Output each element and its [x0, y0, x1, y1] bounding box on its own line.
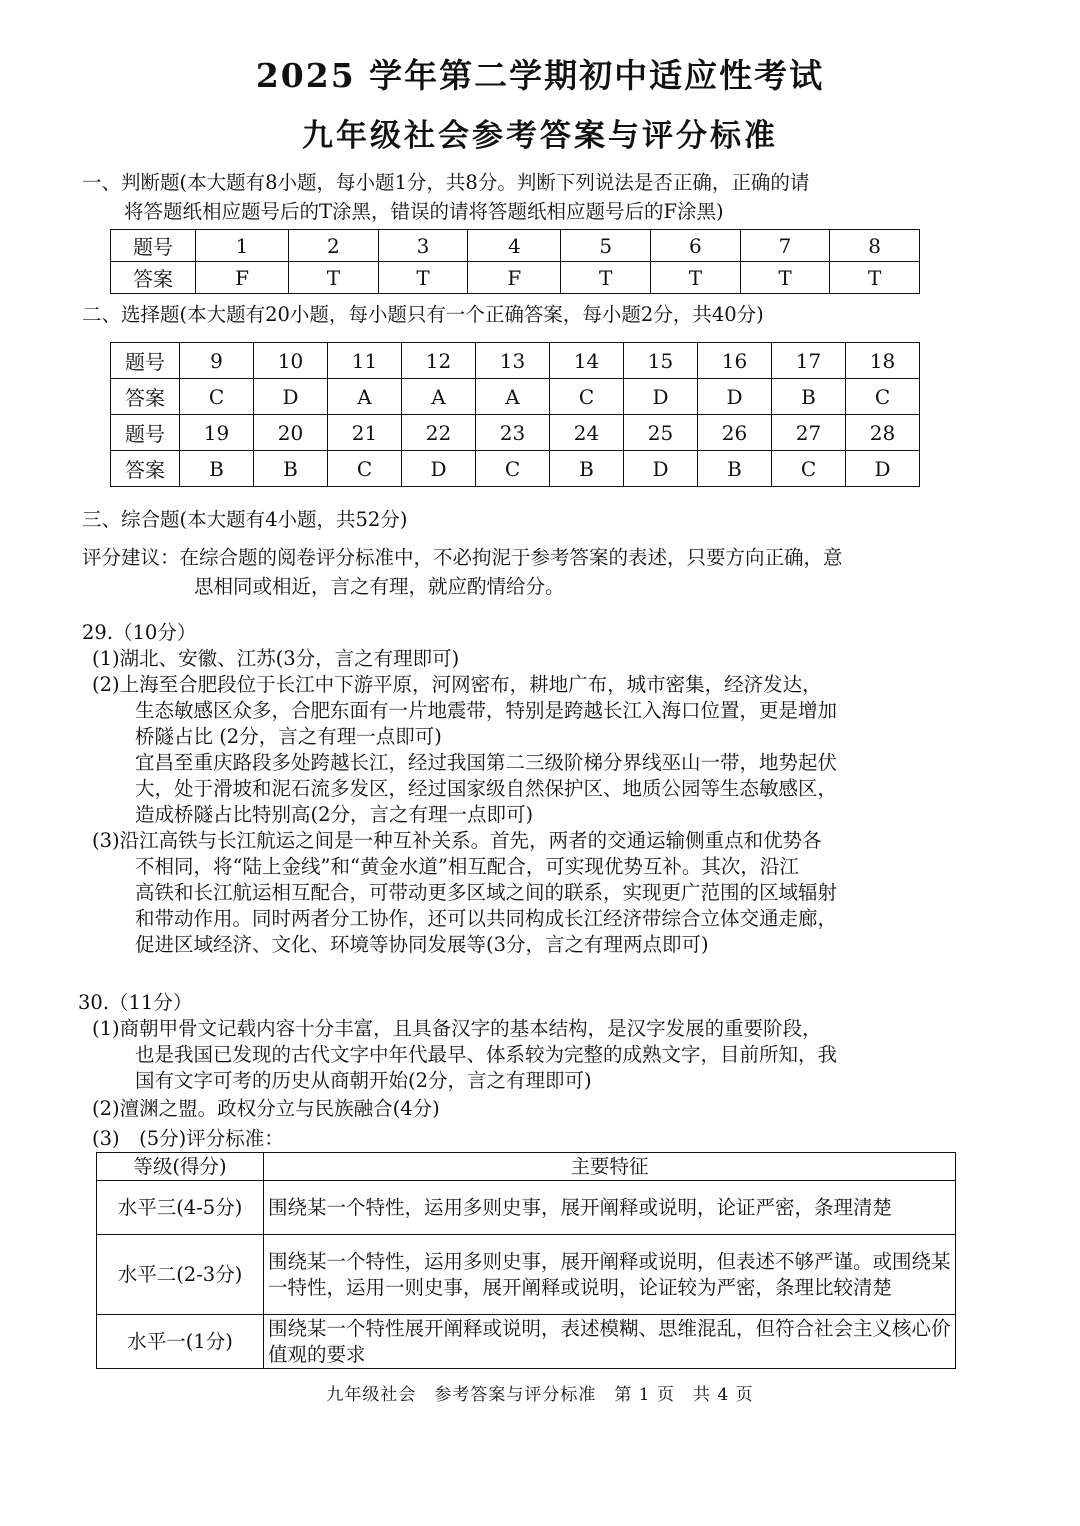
answer-cell: A: [328, 379, 402, 415]
table-row: [111, 451, 920, 487]
section1-heading-cont: 将答题纸相应题号后的T涂黑，错误的请将答题纸相应题号后的F涂黑): [124, 200, 724, 223]
answer-cell: A: [476, 379, 550, 415]
section3-heading: 三、综合题(本大题有4小题，共52分): [82, 508, 408, 531]
question-number: 14: [550, 343, 624, 379]
table-row: [97, 1181, 956, 1235]
q29-heading: 29.（10分）: [82, 621, 197, 644]
question-number: 13: [476, 343, 550, 379]
table-row: [97, 1153, 956, 1181]
q29-line: 大，处于滑坡和泥石流多发区，经过国家级自然保护区、地质公园等生态敏感区，: [135, 777, 838, 800]
question-number: 20: [254, 415, 328, 451]
rubric-level: 水平三(4-5分): [97, 1181, 264, 1235]
answer-cell: C: [476, 451, 550, 487]
answer-cell: C: [180, 379, 254, 415]
scoring-advice: 评分建议：在综合题的阅卷评分标准中，不必拘泥于参考答案的表述，只要方向正确，意: [82, 546, 843, 569]
answer-cell: T: [378, 262, 468, 294]
rubric-header-level: 等级(得分): [97, 1153, 264, 1181]
q29-line: 和带动作用。同时两者分工协作，还可以共同构成长江经济带综合立体交通走廊，: [135, 907, 838, 930]
question-number: 15: [624, 343, 698, 379]
answer-cell: B: [772, 379, 846, 415]
answer-cell: T: [651, 262, 741, 294]
question-number: 21: [328, 415, 402, 451]
question-number: 24: [550, 415, 624, 451]
answer-cell: B: [550, 451, 624, 487]
row-label: 答案: [111, 379, 180, 415]
question-number: 6: [651, 230, 741, 262]
table-row: [97, 1315, 956, 1369]
question-number: 28: [846, 415, 920, 451]
question-number: 7: [740, 230, 830, 262]
answer-cell: D: [624, 379, 698, 415]
q29-line: 促进区域经济、文化、环境等协同发展等(3分，言之有理两点即可): [135, 933, 709, 956]
answer-cell: T: [830, 262, 920, 294]
answer-cell: A: [402, 379, 476, 415]
rubric-description: 围绕某一个特性，运用多则史事，展开阐释或说明，但表述不够严谨。或围绕某一特性，运用一则史事，展开阐释或说明，论证较为严密，条理比较清楚: [264, 1235, 956, 1315]
q30-line: 国有文字可考的历史从商朝开始(2分，言之有理即可): [135, 1069, 592, 1092]
section2-heading: 二、选择题(本大题有20小题，每小题只有一个正确答案，每小题2分，共40分): [82, 303, 764, 326]
table-row: [97, 1235, 956, 1315]
q29-line: 高铁和长江航运相互配合，可带动更多区域之间的联系，实现更广范围的区域辐射: [135, 881, 838, 904]
rubric-description: 围绕某一个特性，运用多则史事，展开阐释或说明，论证严密，条理清楚: [264, 1181, 956, 1235]
page-title: 2025 学年第二学期初中适应性考试: [255, 56, 825, 95]
question-number: 26: [698, 415, 772, 451]
question-number: 4: [468, 230, 561, 262]
question-number: 27: [772, 415, 846, 451]
question-number: 17: [772, 343, 846, 379]
row-label: 答案: [111, 262, 196, 294]
q29-line: 不相同，将“陆上金线”和“黄金水道”相互配合，可实现优势互补。其次，沿江: [135, 855, 799, 878]
rubric-table: [96, 1152, 956, 1369]
table-row: [111, 262, 920, 294]
rubric-header-feature: 主要特征: [264, 1153, 956, 1181]
question-number: 9: [180, 343, 254, 379]
question-number: 22: [402, 415, 476, 451]
row-label: 题号: [111, 230, 196, 262]
answer-cell: T: [289, 262, 379, 294]
rubric-level: 水平一(1分): [97, 1315, 264, 1369]
question-number: 3: [378, 230, 468, 262]
rubric-level: 水平二(2-3分): [97, 1235, 264, 1315]
question-number: 8: [830, 230, 920, 262]
q30-line: (3) (5分)评分标准：: [92, 1127, 284, 1150]
question-number: 10: [254, 343, 328, 379]
question-number: 16: [698, 343, 772, 379]
answer-cell: F: [468, 262, 561, 294]
rubric-description: 围绕某一个特性展开阐释或说明，表述模糊、思维混乱，但符合社会主义核心价值观的要求: [264, 1315, 956, 1369]
page-subtitle: 九年级社会参考答案与评分标准: [302, 118, 778, 154]
q30-heading: 30.（11分）: [78, 991, 193, 1014]
scoring-advice-cont: 思相同或相近，言之有理，就应酌情给分。: [194, 575, 565, 598]
answer-cell: C: [846, 379, 920, 415]
answer-cell: C: [772, 451, 846, 487]
question-number: 18: [846, 343, 920, 379]
answer-cell: D: [698, 379, 772, 415]
section1-table: [110, 229, 920, 294]
question-number: 1: [196, 230, 289, 262]
answer-cell: B: [180, 451, 254, 487]
question-number: 2: [289, 230, 379, 262]
answer-cell: D: [402, 451, 476, 487]
q30-line: (2)澶渊之盟。政权分立与民族融合(4分): [92, 1097, 440, 1120]
row-label: 题号: [111, 415, 180, 451]
question-number: 19: [180, 415, 254, 451]
answer-cell: B: [698, 451, 772, 487]
question-number: 5: [561, 230, 651, 262]
question-number: 11: [328, 343, 402, 379]
table-row: [111, 343, 920, 379]
answer-cell: D: [624, 451, 698, 487]
answer-cell: F: [196, 262, 289, 294]
q29-line: (2)上海至合肥段位于长江中下游平原，河网密布，耕地广布，城市密集，经济发达，: [92, 673, 822, 696]
q30-line: 也是我国已发现的古代文字中年代最早、体系较为完整的成熟文字，目前所知，我: [135, 1043, 838, 1066]
table-row: [111, 230, 920, 262]
answer-cell: T: [740, 262, 830, 294]
page-footer: 九年级社会 参考答案与评分标准 第 1 页 共 4 页: [326, 1385, 754, 1405]
answer-cell: B: [254, 451, 328, 487]
q29-line: 宜昌至重庆路段多处跨越长江，经过我国第二三级阶梯分界线巫山一带，地势起伏: [135, 751, 838, 774]
row-label: 答案: [111, 451, 180, 487]
q29-line: 桥隧占比 (2分，言之有理一点即可): [135, 725, 442, 748]
section2-table: [110, 342, 920, 487]
q29-line: 生态敏感区众多，合肥东面有一片地震带，特别是跨越长江入海口位置，更是增加: [135, 699, 838, 722]
table-row: [111, 379, 920, 415]
table-row: [111, 415, 920, 451]
answer-cell: D: [846, 451, 920, 487]
question-number: 23: [476, 415, 550, 451]
answer-cell: D: [254, 379, 328, 415]
question-number: 12: [402, 343, 476, 379]
answer-cell: T: [561, 262, 651, 294]
answer-cell: C: [328, 451, 402, 487]
section1-heading: 一、判断题(本大题有8小题，每小题1分，共8分。判断下列说法是否正确，正确的请: [82, 171, 810, 194]
answer-cell: C: [550, 379, 624, 415]
row-label: 题号: [111, 343, 180, 379]
q29-line: (1)湖北、安徽、江苏(3分，言之有理即可): [92, 647, 460, 670]
q29-line: 造成桥隧占比特别高(2分，言之有理一点即可): [135, 803, 534, 826]
q30-line: (1)商朝甲骨文记载内容十分丰富，且具备汉字的基本结构，是汉字发展的重要阶段，: [92, 1017, 822, 1040]
q29-line: (3)沿江高铁与长江航运之间是一种互补关系。首先，两者的交通运输侧重点和优势各: [92, 829, 822, 852]
question-number: 25: [624, 415, 698, 451]
